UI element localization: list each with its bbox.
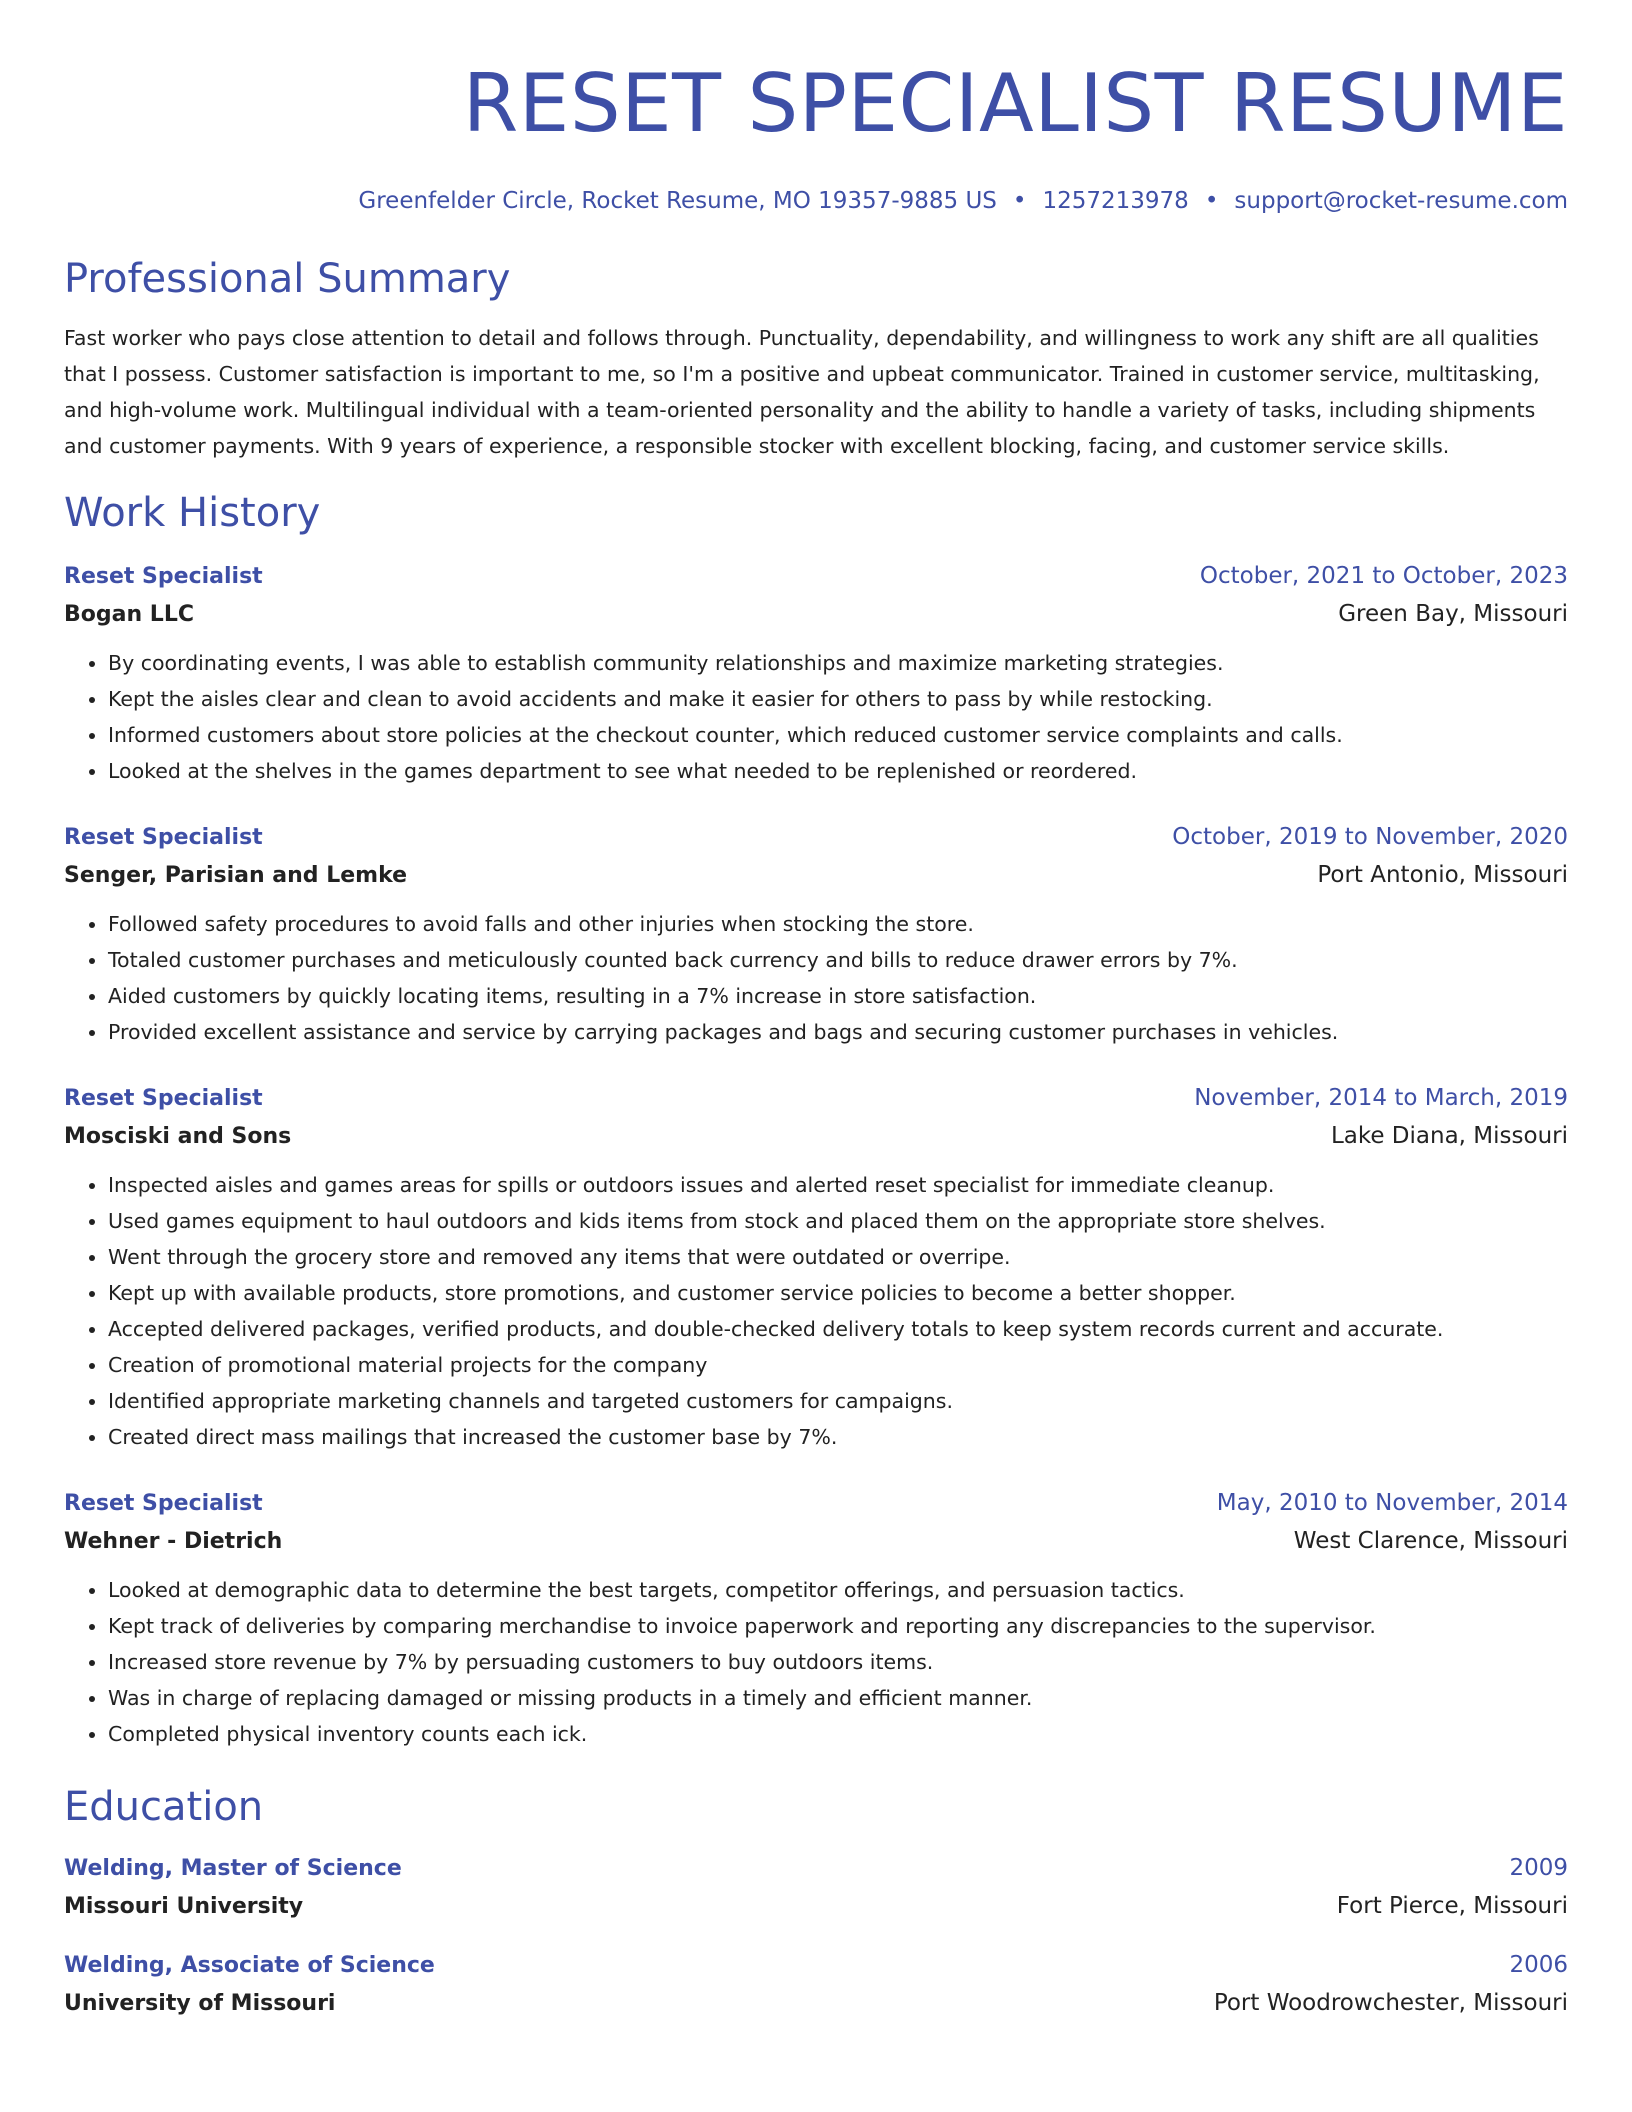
education-subheader: [64, 1885, 1568, 1923]
job-header: [64, 1082, 1568, 1115]
job-dates: October, 2019 to November, 2020: [1172, 824, 1568, 850]
education-school: University of Missouri: [64, 1991, 336, 2016]
job-bullet: • Kept track of deliveries by comparing merchandise to invoice paperwork and reporting any discrepancies to the supervisor.: [108, 1608, 1568, 1644]
job-role: Reset Specialist: [64, 1491, 263, 1516]
job-entry: [64, 1082, 1568, 1455]
education-location: Port Woodrowchester, Missouri: [1213, 1990, 1568, 2016]
education-entry: [64, 1852, 1568, 1923]
resume-page: [64, 0, 1568, 2020]
education-location: Fort Pierce, Missouri: [1336, 1893, 1568, 1919]
job-location: Port Antonio, Missouri: [1317, 862, 1568, 888]
job-bullet: • Looked at the shelves in the games department to see what needed to be replenished or reordered.: [108, 753, 1568, 789]
job-subheader: [64, 1520, 1568, 1558]
job-bullet: • Kept up with available products, store promotions, and customer service policies to become a better shopper.: [108, 1275, 1568, 1311]
job-bullet: • Accepted delivered packages, verified products, and double-checked delivery totals to keep system records current and accurate.: [108, 1311, 1568, 1347]
contact-phone[interactable]: 1257213978: [1042, 188, 1189, 214]
job-entry: [64, 1487, 1568, 1752]
education-year: 2006: [1509, 1952, 1568, 1978]
job-bullet: • Increased store revenue by 7% by persuading customers to buy outdoors items.: [108, 1644, 1568, 1680]
job-entry: [64, 560, 1568, 789]
summary-heading: Professional Summary: [64, 256, 511, 302]
job-bullet: • By coordinating events, I was able to establish community relationships and maximize marketing strategies.: [108, 645, 1568, 681]
job-bullet: • Went through the grocery store and removed any items that were outdated or overripe.: [108, 1239, 1568, 1275]
job-bullets: [64, 645, 1568, 789]
job-bullet: • Informed customers about store policies at the checkout counter, which reduced customer service complaints and calls.: [108, 717, 1568, 753]
job-bullets: [64, 1572, 1568, 1752]
job-company: Bogan LLC: [64, 602, 194, 627]
summary-text: Fast worker who pays close attention to detail and follows through. Punctuality, dependability, and willingness to work any shift are all qualities that I possess. Customer satisfaction is important to me, so I'm a positive and upbeat communicator. Trained in customer service, multitasking, and high-volume work. Multilingual individual with a team-oriented personality and the ability to handle a variety of tasks, including shipments and customer payments. With 9 years of experience, a responsible stocker with excellent blocking, facing, and customer service skills.: [64, 326, 1540, 458]
work-history-heading: Work History: [64, 490, 321, 536]
contact-separator: •: [1204, 188, 1219, 214]
job-company: Senger, Parisian and Lemke: [64, 863, 408, 888]
job-bullets: [64, 906, 1568, 1050]
education-year: 2009: [1509, 1855, 1568, 1881]
job-header: [64, 821, 1568, 854]
job-bullet: • Was in charge of replacing damaged or missing products in a timely and efficient manner.: [108, 1680, 1568, 1716]
job-header: [64, 560, 1568, 593]
job-entry: [64, 821, 1568, 1050]
job-role: Reset Specialist: [64, 564, 263, 589]
job-bullet: • Looked at demographic data to determine the best targets, competitor offerings, and persuasion tactics.: [108, 1572, 1568, 1608]
job-role: Reset Specialist: [64, 825, 263, 850]
job-bullet: • Kept the aisles clear and clean to avoid accidents and make it easier for others to pass by while restocking.: [108, 681, 1568, 717]
job-bullet: • Followed safety procedures to avoid falls and other injuries when stocking the store.: [108, 906, 1568, 942]
education-degree: Welding, Master of Science: [64, 1856, 402, 1881]
contact-separator: •: [1012, 188, 1027, 214]
education-subheader: [64, 1982, 1568, 2020]
job-dates: May, 2010 to November, 2014: [1216, 1490, 1568, 1516]
job-bullet: • Completed physical inventory counts each ick.: [108, 1716, 1568, 1752]
education-header: [64, 1852, 1568, 1885]
job-bullet: • Aided customers by quickly locating items, resulting in a 7% increase in store satisfaction.: [108, 978, 1568, 1014]
job-location: Lake Diana, Missouri: [1330, 1123, 1568, 1149]
job-bullet: • Creation of promotional material projects for the company: [108, 1347, 1568, 1383]
job-header: [64, 1487, 1568, 1520]
job-subheader: [64, 593, 1568, 631]
education-school: Missouri University: [64, 1894, 304, 1919]
job-bullet: • Created direct mass mailings that increased the customer base by 7%.: [108, 1419, 1568, 1455]
job-bullet: • Provided excellent assistance and service by carrying packages and bags and securing customer purchases in vehicles.: [108, 1014, 1568, 1050]
job-subheader: [64, 1115, 1568, 1153]
job-company: Wehner - Dietrich: [64, 1529, 283, 1554]
resume-title: RESET SPECIALIST RESUME: [462, 57, 1568, 150]
education-entry: [64, 1949, 1568, 2020]
job-location: West Clarence, Missouri: [1293, 1528, 1568, 1554]
job-bullet: • Used games equipment to haul outdoors and kids items from stock and placed them on the appropriate store shelves.: [108, 1203, 1568, 1239]
job-dates: November, 2014 to March, 2019: [1194, 1085, 1568, 1111]
job-subheader: [64, 854, 1568, 892]
job-bullet: • Totaled customer purchases and meticulously counted back currency and bills to reduce drawer errors by 7%.: [108, 942, 1568, 978]
education-heading: Education: [64, 1784, 264, 1830]
job-bullet: • Inspected aisles and games areas for spills or outdoors issues and alerted reset specialist for immediate cleanup.: [108, 1167, 1568, 1203]
job-location: Green Bay, Missouri: [1338, 601, 1568, 627]
job-role: Reset Specialist: [64, 1086, 263, 1111]
job-bullet: • Identified appropriate marketing channels and targeted customers for campaigns.: [108, 1383, 1568, 1419]
education-degree: Welding, Associate of Science: [64, 1953, 435, 1978]
job-company: Mosciski and Sons: [64, 1124, 292, 1149]
contact-address: Greenfelder Circle, Rocket Resume, MO 19357-9885 US: [358, 188, 997, 214]
job-bullets: [64, 1167, 1568, 1455]
job-dates: October, 2021 to October, 2023: [1199, 563, 1568, 589]
contact-line: [64, 186, 1568, 216]
contact-email[interactable]: support@rocket-resume.com: [1234, 188, 1568, 214]
education-header: [64, 1949, 1568, 1982]
